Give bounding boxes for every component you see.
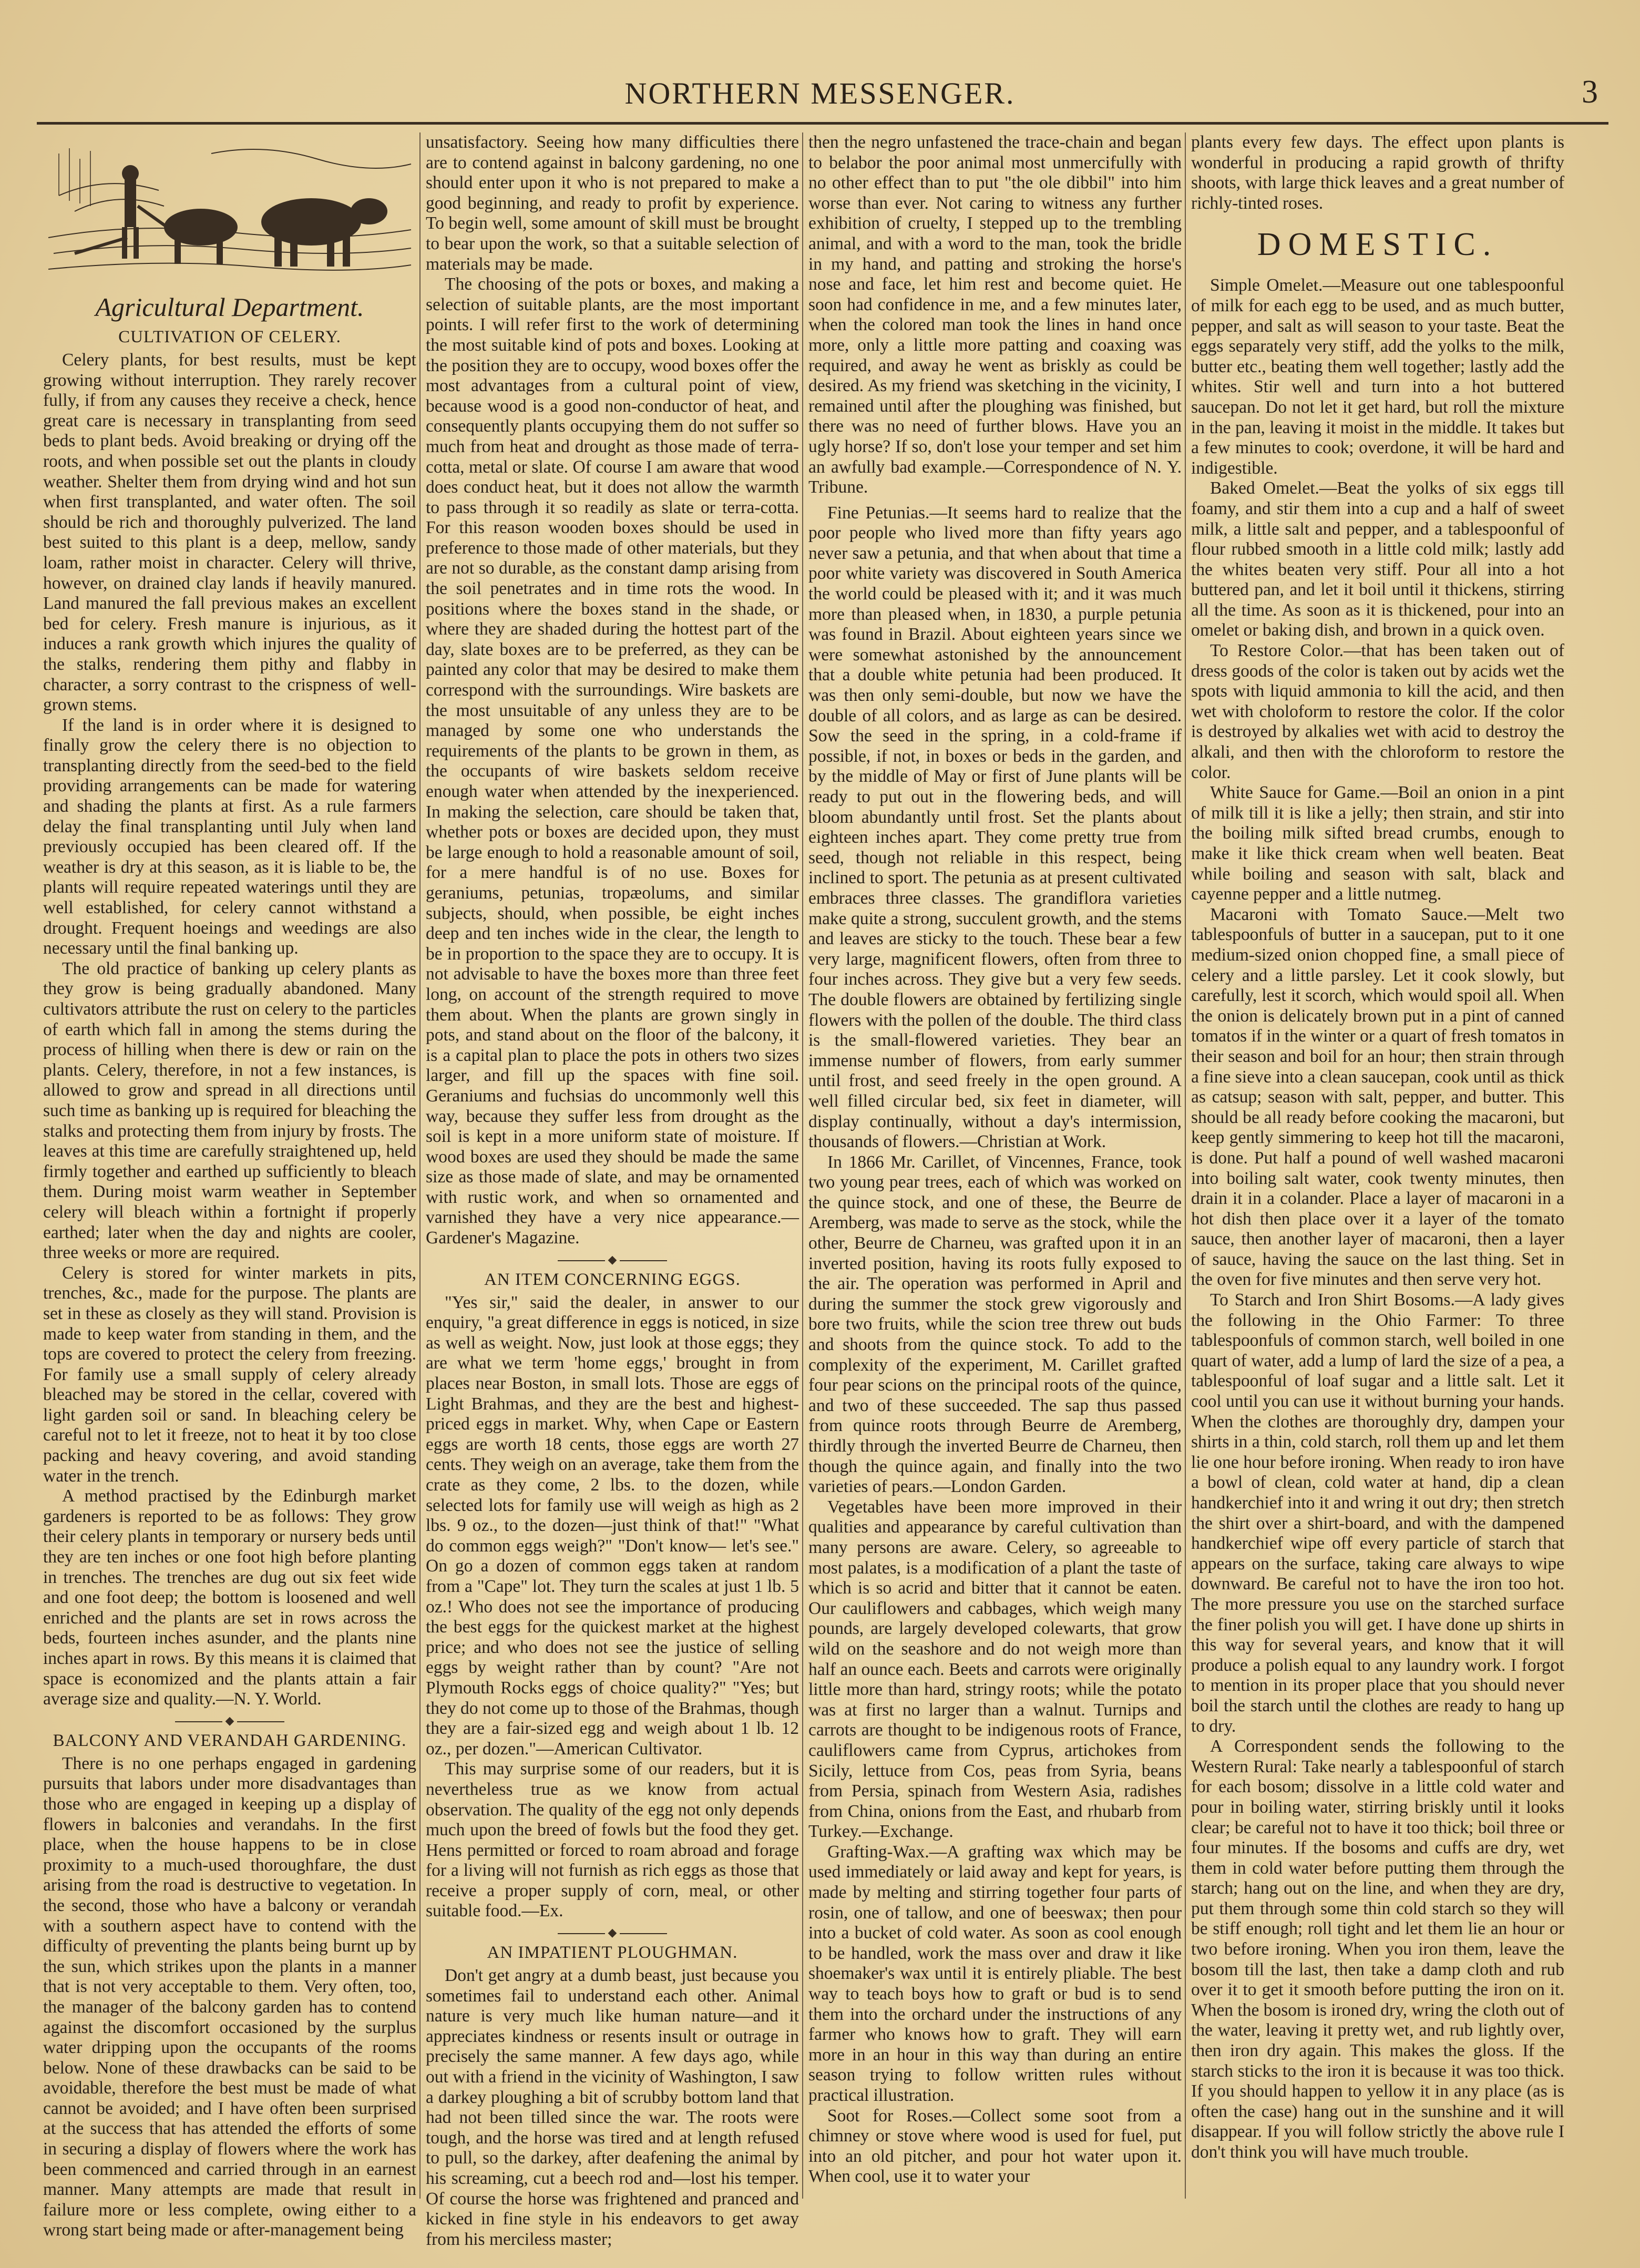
paragraph: To Starch and Iron Shirt Bosoms.—A lady gives the following in the Ohio Farmer: To three tablespoonfuls of common starch, well boiled in one quart of water, add a lump of lard the size of a pea, a tablespoonful of loaf sugar and a little salt. Let it cool until you can use it without burning your hands. When the clothes are thoroughly dry, dampen your shirts in a thin, cold starch, roll them up and let them lie one hour before ironing. When ready to iron have a bowl of clean, cold water at hand, dip a clean handkerchief into it and wring it out dry; then stretch the shirt over a shirt-board, and with the dampened handkerchief wipe off every particle of starch that appears on the surface, taking care always to wipe downward. Be careful not to have the iron too hot. The more pressure you use on the starched surface the finer polish you will get. I have done up shirts in this way for several years, and know that it will produce a polish equal to any laundry work. I forgot to mention in its proper place that you should never boil the starch until the clothes are ready to hang up to dry.: [1191, 1290, 1564, 1736]
paragraph: In 1866 Mr. Carillet, of Vincennes, France, took two young pear trees, each of which was worked on the quince stock, and one of these, the Beurre de Aremberg, was made to serve as the stock, while the other, Beurre de Charneu, was grafted upon it in an inverted position, having its roots fully exposed to the air. The operation was performed in April and during the summer the stock grew vigorously and bore two fruits, while the scion tree threw out buds and shoots from the quince stock. To add to the complexity of the experiment, M. Carillet grafted four pear scions on the principal roots of the quince, and two of these succeeded. The sap thus passed from quince roots through Beurre de Aremberg, thirdly through the inverted Beurre de Charneu, then though the quince again, and finally into the two varieties of pears.—London Garden.: [808, 1152, 1182, 1497]
paragraph: A method practised by the Edinburgh market gardeners is reported to be as follows: They grow their celery plants in temporary or nursery beds until they are ten inches or one foot high before planting in trenches. The trenches are dug out six feet wide and one foot deep; the bottom is loosened and well enriched and the plants are set in rows across the beds, fourteen inches asunder, and the plants nine inches apart in rows. By this means it is claimed that space is economized and the plants attain a fair average size and quality.—N. Y. World.: [43, 1486, 416, 1709]
paragraph: Simple Omelet.—Measure out one tablespoonful of milk for each egg to be used, and as much butter, pepper, and salt as will season to your taste. Beat the eggs separately very stiff, add the yolks to the milk, butter etc., beating them well together; lastly add the whites. Stir well and turn into a hot buttered saucepan. Do not let it get hard, but roll the mixture in the pan, leaving it moist in the middle. It takes but a few minutes to cook; overdone, it will be hard and indigestible.: [1191, 275, 1564, 478]
paragraph: "Yes sir," said the dealer, in answer to our enquiry, "a great difference in eggs is noticed, in size as well as weight. Now, just look at those eggs; they are what we term 'home eggs,' brought in from places near Boston, in small lots. Those are eggs of Light Brahmas, and they are the best and highest-priced eggs in market. Why, when Cape or Eastern eggs are worth 18 cents, those eggs are worth 27 cents. They weigh on an average, take them from the crate as they come, 2 lbs. to the dozen, while selected lots for family use will weigh as high as 2 lbs. 9 oz., to the dozen—just think of that!" "What do common eggs weigh?" "Don't know— let's see." On go a dozen of common eggs taken at random from a "Cape" lot. They turn the scales at just 1 lb. 5 oz.! Who does not see the importance of producing the best eggs for the quickest market at the highest price; and who does not see the justice of selling eggs by weight rather than by count? "Are not Plymouth Rocks eggs of choice quality?" "Yes; but they do not come up to those of the Brahmas, though they are a fair-sized egg and weigh about 1 lb. 12 oz., per dozen."—American Cultivator.: [426, 1292, 799, 1759]
paragraph: then the negro unfastened the trace-chain and began to belabor the poor animal most unmercifully with no other effect than to put "the ole dibbil" into him worse than ever. Not caring to witness any further exhibition of cruelty, I stepped up to the trembling animal, and with a word to the man, took the bridle in my hand, and patting and stroking the horse's nose and face, let him rest and become quiet. He soon had confidence in me, and a few minutes later, when the colored man took the lines in hand once more, only a little more patting and coaxing was required, and away he went as briskly as could be desired. As my friend was sketching in the vicinity, I remained until after the ploughing was finished, but there was no need of further blows. Have you an ugly horse? If so, don't lose your temper and set him an awfully bad example.—Correspondence of N. Y. Tribune.: [808, 132, 1182, 497]
paragraph: plants every few days. The effect upon plants is wonderful in producing a rapid growth of thrifty shoots, with large thick leaves and a great number of richly-tinted roses.: [1191, 132, 1564, 213]
column-divider: [802, 132, 803, 2199]
column-divider: [1185, 132, 1186, 2199]
column-2: [426, 132, 799, 2249]
section-separator: ◆: [43, 1714, 416, 1728]
paragraph: Macaroni with Tomato Sauce.—Melt two tablespoonfuls of butter in a saucepan, put to it one medium-sized onion chopped fine, a small piece of celery and a little parsley. Let it cook slowly, but carefully, lest it scorch, which would spoil all. When the onion is delicately brown put in a pint of canned tomatos if in the winter or a quart of fresh tomatos in their season and boil for an hour; then strain through a fine sieve into a clean saucepan, cook until as thick as catsup; season with salt, pepper, and butter. This should be all ready before cooking the macaroni, but keep gently simmering to keep hot till the macaroni, is done. Put half a pound of well washed macaroni into boiling salt water, cook twenty minutes, then drain it in a colander. Place a layer of macaroni in a hot dish then place over it a layer of the tomato sauce, then another layer of macaroni, then a layer of sauce, having the sauce on the last thing. Set in the oven for five minutes and then serve very hot.: [1191, 904, 1564, 1290]
paragraph: There is no one perhaps engaged in gardening pursuits that labors under more disadvantages than those who are engaged in keeping up a display of flowers in balconies and verandahs. In the first place, when the house happens to be in close proximity to a much-used thoroughfare, the dust arising from the road is destructive to vegetation. In the second, those who have a balcony or verandah with a southern aspect have to contend with the difficulty of preventing the plants being burnt up by the sun, which strikes upon the plants in a manner that is not very acceptable to them. Very often, too, the manager of the balcony garden has to contend against the discomfort occasioned by the surplus water dripping upon the occupants of the rooms below. None of these drawbacks can be said to be avoidable, therefore the best must be made of what cannot be avoided; and I have often been surprised at the success that has attended the efforts of some in securing a display of flowers where the work has been commenced and carried through in an earnest manner. Many attempts are made that result in failure more or less complete, owing either to a wrong start being made or after-management being: [43, 1753, 416, 2240]
paragraph: White Sauce for Game.—Boil an onion in a pint of milk till it is like a jelly; then strain, and stir into the boiling milk sifted bread crumbs, enough to make it like thick cream when well beaten. Beat while boiling and season with salt, black and cayenne pepper and a little nutmeg.: [1191, 783, 1564, 904]
paragraph: If the land is in order where it is designed to finally grow the celery there is no objection to transplanting directly from the seed-bed to the field providing arrangements can be made for watering and shading the plants at first. As a rule farmers delay the final transplanting until July when land previously occupied has been cleared off. If the weather is dry at this season, as it is liable to be, the plants will require repeated waterings until they are well established, for celery cannot withstand a drought. Frequent hoeings and weedings are also necessary until the final banking up.: [43, 715, 416, 958]
paragraph: This may surprise some of our readers, but it is nevertheless true as we know from actual observation. The quality of the egg not only depends much upon the breed of fowls but the food they get. Hens permitted or forced to roam abroad and forage for a living will not furnish as rich eggs as those that receive a proper supply of corn, meal, or other suitable food.—Ex.: [426, 1759, 799, 1921]
section-heading: DOMESTIC.: [1257, 227, 1499, 263]
article-heading: BALCONY AND VERANDAH GARDENING.: [53, 1731, 407, 1750]
paragraph: Grafting-Wax.—A grafting wax which may be used immediately or laid away and kept for years, is made by melting and stirring together four parts of rosin, one of tallow, and one of beeswax; then pour into a bucket of cold water. As soon as cool enough to be handled, work the mass over and draw it like shoemaker's wax until it is entirely pliable. The best way to teach boys how to graft or bud is to send them into the orchard under the instructions of any farmer who knows how to graft. They will earn more in an hour in this way than during an entire season trying to follow written rules without practical illustration.: [808, 1842, 1182, 2105]
column-3: [808, 132, 1182, 2199]
paragraph: Soot for Roses.—Collect some soot from a chimney or stove where wood is used for fuel, put into an old pitcher, and pour hot water upon it. When cool, use it to water your: [808, 2106, 1182, 2187]
column-divider: [419, 132, 421, 2199]
paragraph: Fine Petunias.—It seems hard to realize that the poor people who lived more than fifty years ago never saw a petunia, and that when about that time a poor white variety was discovered in South America the world could be pleased with it; and it was much more than pleased when, in 1830, a purple petunia was found in Brazil. About eighteen years since we were somewhat astonished by the announcement that a double white petunia had been produced. It was then only semi-double, but now we have the double of all colors, and as large as can be desired. Sow the seed in the spring, in a cold-frame if possible, if not, in boxes or beds in the garden, and by the middle of May or first of June plants will be ready to put out in the flowering beds, and will bloom abundantly until frost. Set the plants about eighteen inches apart. They come pretty true from seed, though not reliable in this respect, being inclined to sport. The petunia as at present cultivated embraces three classes. The grandiflora varieties make quite a strong, succulent growth, and the stems and leaves are sticky to the touch. These bear a few very large, magnificent flowers, often from three to four inches across. They give but a very few seeds. The double flowers are obtained by fertilizing single flowers with the pollen of the double. The third class is the small-flowered varieties. They bear an immense number of flowers, from early summer until frost, and seed freely in the open ground. A well filled circular bed, six feet in diameter, will display continually, without a day's intermission, thousands of flowers.—Christian at Work.: [808, 503, 1182, 1152]
header-rule: [37, 122, 1608, 125]
masthead-title: NORTHERN MESSENGER.: [624, 76, 1016, 110]
paragraph: Celery is stored for winter markets in pits, trenches, &c., made for the purpose. The plants are set in these as closely as they will stand. Provision is made to keep water from standing in them, and the tops are covered to protect the celery from freezing. For family use a small supply of celery already bleached may be stored in the cellar, covered with light garden soil or sand. In bleaching celery be careful not to let it freeze, not to heat it by too close packing and heavy covering, and avoid standing water in the trench.: [43, 1263, 416, 1486]
paragraph: Celery plants, for best results, must be kept growing without interruption. They rarely recover fully, if from any causes they receive a check, hence great care is necessary in transplanting from seed beds to plant beds. Avoid breaking or drying off the roots, and when possible set out the plants in cloudy weather. Shelter them from drying wind and hot sun when first transplanted, and water often. The soil should be rich and thoroughly pulverized. The land best suited to this plant is a deep, mellow, sandy loam, rather moist in character. Celery will thrive, however, on drained clay lands if heavily manured. Land manured the fall previous makes an excellent bed for celery. Fresh manure is injurious, as it induces a rank growth which injures the quality of the stalks, rendering them pithy and flabby in character, a sorry contrast to the crispness of well-grown stems.: [43, 350, 416, 715]
paragraph: The old practice of banking up celery plants as they grow is being gradually abandoned. Many cultivators attribute the rust on celery to the particles of earth which fall in among the stems during the process of hilling when there is dew or rain on the plants. Celery, therefore, in not a few instances, is allowed to grow and spread in all directions until such time as banking up is required for bleaching the stalks and protecting them from injury by frosts. The leaves at this time are carefully straightened up, held firmly together and earthed up sufficiently to bleach them. During moist warm weather in September celery will bleach within a fortnight if properly earthed; later when the day and nights are cooler, three weeks or more are required.: [43, 958, 416, 1263]
column-1: [43, 132, 416, 2240]
paragraph: To Restore Color.—that has been taken out of dress goods of the color is taken out by acids wet the spots with liquid ammonia to kill the acid, and then wet with choloform to restore the color. If the color is destroyed by alkalies wet with acid to destroy the alkali, and then with the chloroform to restore the color.: [1191, 641, 1564, 782]
paragraph: Don't get angry at a dumb beast, just because you sometimes fail to understand each other. Animal nature is very much like human nature—and it appreciates kindness or resents insult or outrage in precisely the same manner. A few days ago, while out with a friend in the vicinity of Washington, I saw a darkey ploughing a bit of scrubby bottom land that had not been tilled since the war. The roots were tough, and the horse was tired and at length refused to pull, so the darkey, after deafening the animal by his screaming, cut a beech rod and—lost his temper. Of course the horse was frightened and pranced and kicked in fine style in his endeavors to get away from his merciless master;: [426, 1966, 799, 2249]
paragraph: Vegetables have been more improved in their qualities and appearance by careful cultivation than many persons are aware. Celery, so agreeable to most palates, is a modification of a plant the taste of which is so acrid and bitter that it cannot be eaten. Our cauliflowers and cabbages, which weigh many pounds, are largely developed colewarts, that grow wild on the seashore and do not weigh more than half an ounce each. Beets and carrots were originally little more than hard, stringy roots; while the potato was at first no larger than a walnut. Turnips and carrots are thought to be indigenous roots of France, cauliflowers came from Cyprus, artichokes from Sicily, lettuce from Cos, peas from Syria, beans from Persia, spinach from Western Asia, radishes from China, onions from the East, and rhubarb from Turkey.—Exchange.: [808, 1497, 1182, 1842]
running-head: [32, 74, 1608, 116]
section-separator: ◆: [426, 1926, 799, 1939]
article-heading: AN IMPATIENT PLOUGHMAN.: [487, 1943, 738, 1963]
department-heading: Agricultural Department.: [95, 292, 364, 322]
paragraph: The choosing of the pots or boxes, and making a selection of suitable plants, are the most important points. I will refer first to the work of determining the most suitable kind of pots and boxes. Looking at the position they are to occupy, wood boxes offer the most advantages from a cultural point of view, because wood is a good non-conductor of heat, and consequently plants occupying them do not suffer so much from heat and drought as those made of terra-cotta, metal or slate. Of course I am aware that wood does conduct heat, but it does not allow the warmth to pass through it so readily as slate or terra-cotta. For this reason wooden boxes should be used in preference to those made of other materials, but they are not so durable, as the constant damp arising from the soil penetrates and in time rots the wood. In positions where the boxes stand in the shade, or where they are shaded during the hottest part of the day, slate boxes are to be preferred, as they can be painted any color that may be desired to make them correspond with the surroundings. Wire baskets are the most unsuitable of any unless they are to be managed by some one who understands the requirements of the plants to be grown in them, as the occupants of wire baskets seldom receive enough water when attended by the inexperienced. In making the selection, care should be taken that, whether pots or boxes are decided upon, they must be large enough to hold a reasonable amount of soil, for a mere handful is of no use. Boxes for geraniums, petunias, tropæolums, and similar subjects, should, when possible, be eight inches deep and ten inches wide in the clear, the length to be in proportion to the space they are to occupy. It is not advisable to have the boxes more than three feet long, on account of the strength required to move them about. When the plants are grown singly in pots, and stand about on the floor of the balcony, it is a capital plan to place the pots in others two sizes larger, and fill up the spaces with fine soil. Geraniums and fuchsias do uncommonly well this way, because they suffer less from drought as the soil is kept in a more uniform state of moisture. If wood boxes are used they should be made the same size as those made of slate, and may be ornamented with rustic work, and when so ornamented and varnished they have a very nice appearance.—Gardener's Magazine.: [426, 274, 799, 1248]
section-separator: ◆: [426, 1253, 799, 1266]
paragraph: unsatisfactory. Seeing how many difficulties there are to contend against in balcony gardening, no one should enter upon it who is not prepared to make a good beginning, and ready to profit by experience. To begin well, some amount of skill must be brought to bear upon the work, so that a suitable selection of materials may be made.: [426, 132, 799, 274]
paragraph: Baked Omelet.—Beat the yolks of six eggs till foamy, and stir them into a cup and a half of sweet milk, a little salt and pepper, and a tablespoonful of flour rubbed smooth in a little cold milk; lastly add the whites beaten very stiff. Pour all into a hot buttered pan, and let it boil until it thickens, stirring all the time. As soon as it is thickened, pour into an omelet or baking dish, and brown in a quick oven.: [1191, 478, 1564, 640]
paragraph: A Correspondent sends the following to the Western Rural: Take nearly a tablespoonful of starch for each bosom; dissolve in a little cold water and pour in boiling water, stirring briskly until it looks clear; be careful not to have it too thick; boil three or four minutes. If the bosoms and cuffs are dry, wet them in cold water before putting them through the starch; hang out on the line, and when they are dry, put them through some thin cold starch so they will be stiff enough; roll tight and let them lie an hour or two before ironing. When you iron them, leave the bosom till the last, then take a damp cloth and rub over it to get it smooth before putting the iron on it. When the bosom is ironed dry, wring the cloth out of the water, leaving it pretty wet, and rub lightly over, then iron dry again. This makes the gloss. If the starch sticks to the iron it is because it was too thick. If you should happen to yellow it in any place (as is often the case) hang out in the sunshine and it will disappear. If you will follow strictly the above rule I don't think you will have much trouble.: [1191, 1736, 1564, 2162]
column-4: [1191, 132, 1564, 2199]
article-heading: CULTIVATION OF CELERY.: [118, 328, 341, 346]
article-heading: AN ITEM CONCERNING EGGS.: [484, 1270, 741, 1289]
ploughing-engraving: [43, 132, 416, 285]
page-number: 3: [1582, 74, 1598, 110]
